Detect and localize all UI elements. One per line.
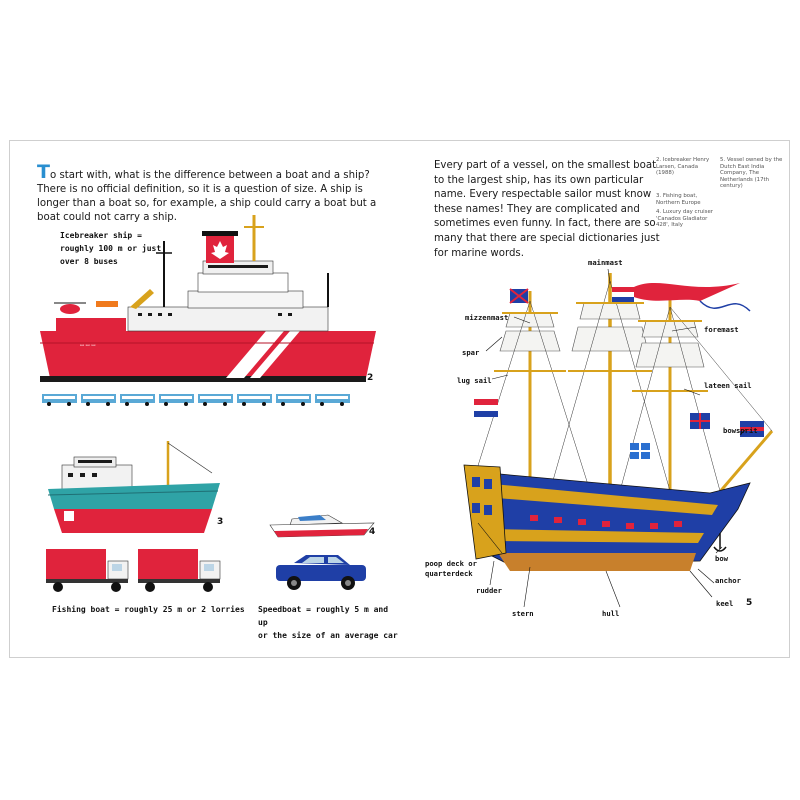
icebreaker-label-line-3: over 8 buses — [60, 257, 118, 266]
label-bowsprit: bowsprit — [723, 426, 758, 435]
label-mizzenmast: mizzenmast — [465, 313, 509, 322]
label-rudder: rudder — [476, 586, 502, 595]
label-bow: bow — [715, 554, 728, 563]
label-poop-deck — [425, 559, 477, 579]
label-lateen-sail: lateen sail — [704, 381, 752, 390]
figure-number-2: 2 — [367, 373, 374, 383]
label-keel: keel — [716, 599, 734, 608]
label-poop-deck-line-2: quarterdeck — [425, 569, 473, 578]
label-anchor: anchor — [715, 576, 741, 585]
figure-number-3: 3 — [217, 517, 224, 527]
figure-number-5: 5 — [746, 598, 753, 608]
speedboat-label-line-1: Speedboat = roughly 5 m and up — [258, 605, 389, 627]
caption-empty-1 — [720, 193, 786, 206]
figure-number-4: 4 — [369, 527, 376, 537]
label-foremast: foremast — [704, 325, 739, 334]
figure-captions — [656, 157, 786, 232]
right-page — [10, 141, 791, 657]
label-mainmast: mainmast — [588, 258, 623, 267]
label-lug-sail: lug sail — [457, 376, 492, 385]
label-stern: stern — [512, 609, 534, 618]
label-spar: spar — [462, 348, 480, 357]
caption-5: 5. Vessel owned by the Dutch East India Company, The Netherlands (17th century) — [720, 157, 783, 190]
speedboat-label-line-2: or the size of an average car — [258, 631, 398, 640]
label-hull: hull — [602, 609, 620, 618]
svg-text:ꟷ ꟷ ꟷ: ꟷ ꟷ ꟷ — [80, 343, 96, 349]
book-spread — [9, 140, 790, 658]
intro-paragraph-right: Every part of a vessel, on the smallest boat to the largest ship, has its own particular name. Every respectable sailor must know these names! They are complicated and sometimes even funny. In fact, there are so many that there are special dictionaries just for marine words. — [434, 160, 660, 259]
caption-2: 2. Icebreaker Henry Larsen, Canada (1988) — [656, 157, 710, 177]
intro-text-left: o start with, what is the difference between a boat and a ship? There is no official definition, so it is a question of size. A ship is longer than a boat so, for example, a ship could carry a boat but a boat could not carry a ship. — [37, 170, 377, 223]
fishing-boat-label: Fishing boat = roughly 25 m or 2 lorries — [52, 605, 245, 614]
caption-4: 4. Luxury day cruiser 'Canados Gladiator 428', Italy — [656, 209, 713, 229]
icebreaker-label-line-1: Icebreaker ship = — [60, 231, 142, 240]
icebreaker-label-line-2: roughly 100 m or just — [60, 244, 162, 253]
caption-3: 3. Fishing boat, Northern Europe — [656, 192, 701, 206]
label-poop-deck-line-1: poop deck or — [425, 559, 477, 568]
drop-cap: T — [37, 161, 50, 183]
